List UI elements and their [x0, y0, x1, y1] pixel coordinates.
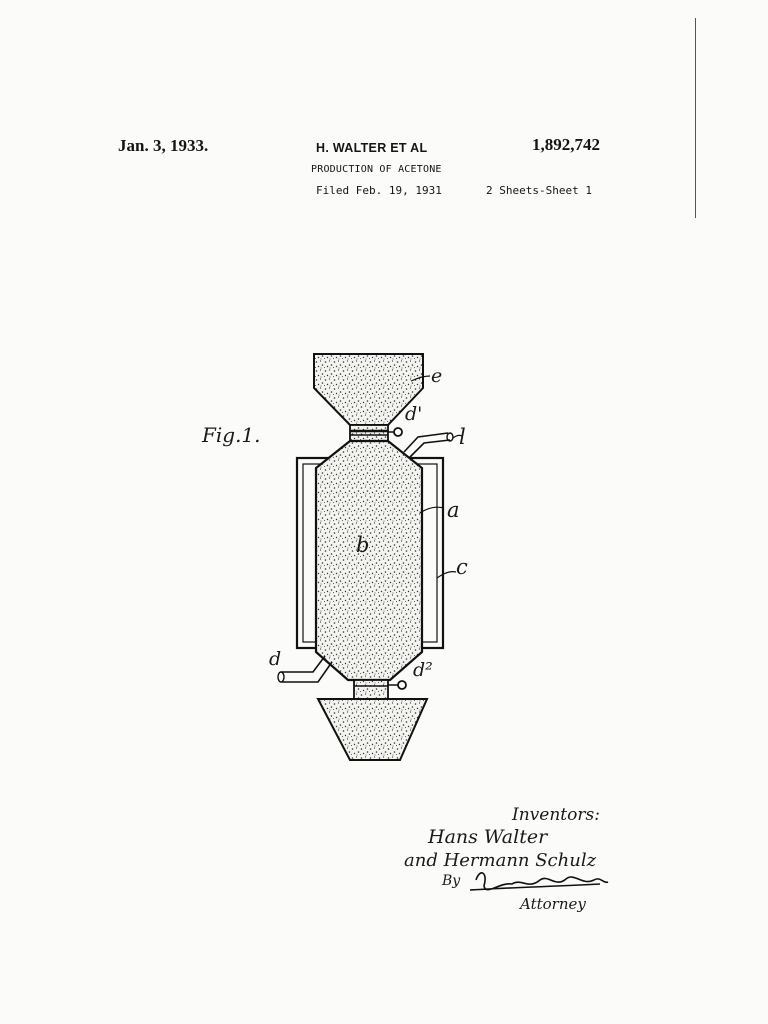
reaction-vessel	[316, 441, 422, 680]
figure-label: Fig.1.	[202, 423, 261, 447]
ref-e: e	[431, 365, 443, 387]
patent-title: PRODUCTION OF ACETONE	[311, 164, 442, 175]
attorney-label: Attorney	[520, 895, 586, 913]
ref-l: l	[459, 425, 466, 449]
upper-neck	[350, 425, 388, 441]
ref-d2: d²	[413, 659, 433, 681]
ref-b: b	[356, 533, 370, 557]
filed-date: Filed Feb. 19, 1931	[316, 184, 442, 197]
ref-d: d	[269, 648, 282, 670]
lower-valve-handle	[398, 681, 406, 689]
inventor-line-2: and Hermann Schulz	[404, 850, 597, 871]
upper-valve-handle	[394, 428, 402, 436]
attorney-signature	[470, 873, 608, 890]
inventor-line-1: Hans Walter	[428, 826, 548, 848]
ref-a: a	[447, 498, 460, 522]
inlet-pipe	[281, 656, 325, 672]
inventors-heading: Inventors:	[512, 805, 600, 825]
ref-d1: d'	[405, 403, 423, 425]
collecting-vessel	[318, 699, 427, 760]
by-label: By	[442, 873, 461, 889]
patent-number: 1,892,742	[532, 135, 600, 154]
patent-date: Jan. 3, 1933.	[118, 136, 209, 155]
sheet-count: 2 Sheets-Sheet 1	[486, 184, 592, 197]
inventor-names: H. WALTER ET AL	[316, 141, 428, 155]
ref-c: c	[456, 555, 468, 579]
